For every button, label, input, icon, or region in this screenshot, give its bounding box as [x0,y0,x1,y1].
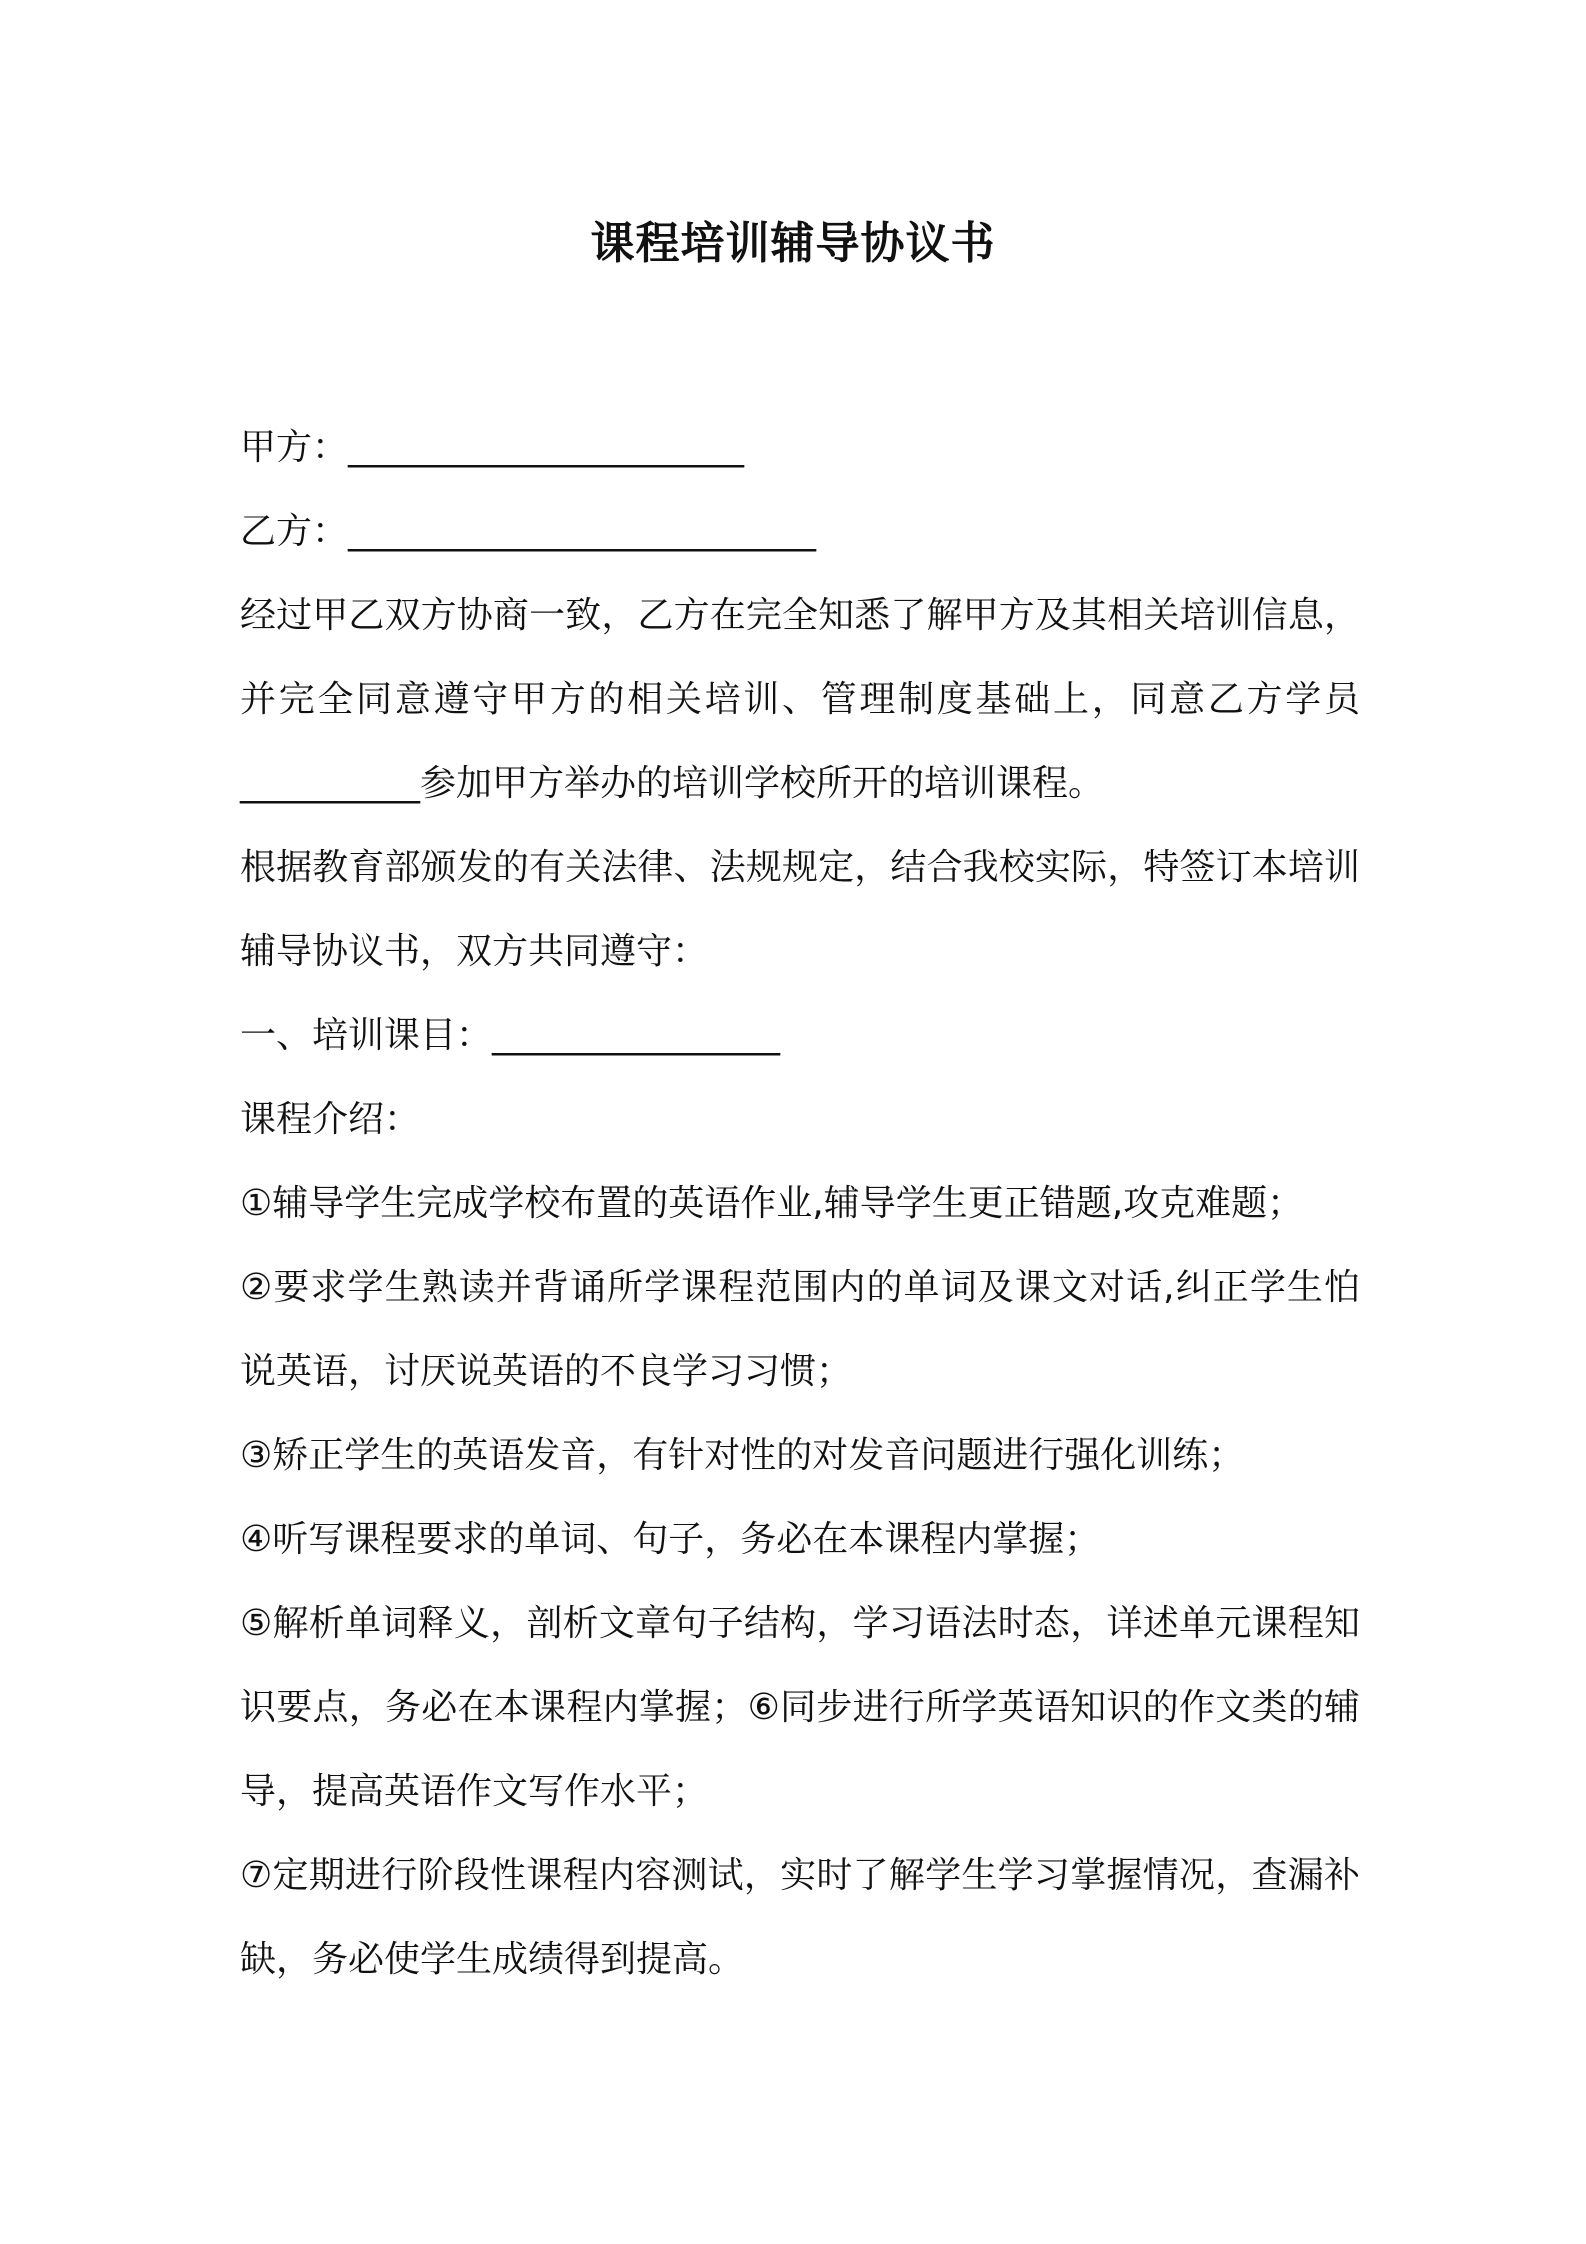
course-item-3: ③矫正学生的英语发音，有针对性的对发音问题进行强化训练； [240,1435,1245,1476]
section-training-subject: 一、培训课目：________________ [240,1015,781,1056]
agreement-preamble: 经过甲乙双方协商一致，乙方在完全知悉了解甲方及其相关培训信息，并完全同意遵守甲方的相关培训、管理制度基础上，同意乙方学员__________参加甲方举办的培训学校所开的培训课程。 [240,595,1360,804]
course-item-2: ②要求学生熟读并背诵所学课程范围内的单词及课文对话,纠正学生怕说英语，讨厌说英语的不良学习习惯； [240,1267,1360,1392]
party-b-line: 乙方：__________________________ [240,511,817,552]
document-body [240,406,1360,2002]
document-title: 课程培训辅导协议书 [590,218,996,269]
course-item-4: ④听写课程要求的单词、句子，务必在本课程内掌握； [240,1519,1101,1560]
course-intro-heading: 课程介绍： [240,1099,421,1140]
course-item-7: ⑦定期进行阶段性课程内容测试，实时了解学生学习掌握情况，查漏补缺，务必使学生成绩得到提高。 [240,1855,1360,1980]
legal-basis-paragraph: 根据教育部颁发的有关法律、法规规定，结合我校实际，特签订本培训辅导协议书，双方共同遵守： [240,847,1360,972]
course-item-1: ①辅导学生完成学校布置的英语作业,辅导学生更正错题,攻克难题； [240,1183,1304,1224]
party-a-line: 甲方：______________________ [240,427,745,468]
course-item-5-6: ⑤解析单词释义，剖析文章句子结构，学习语法时态，详述单元课程知识要点，务必在本课程内掌握；⑥同步进行所学英语知识的作文类的辅导，提高英语作文写作水平； [240,1603,1360,1812]
